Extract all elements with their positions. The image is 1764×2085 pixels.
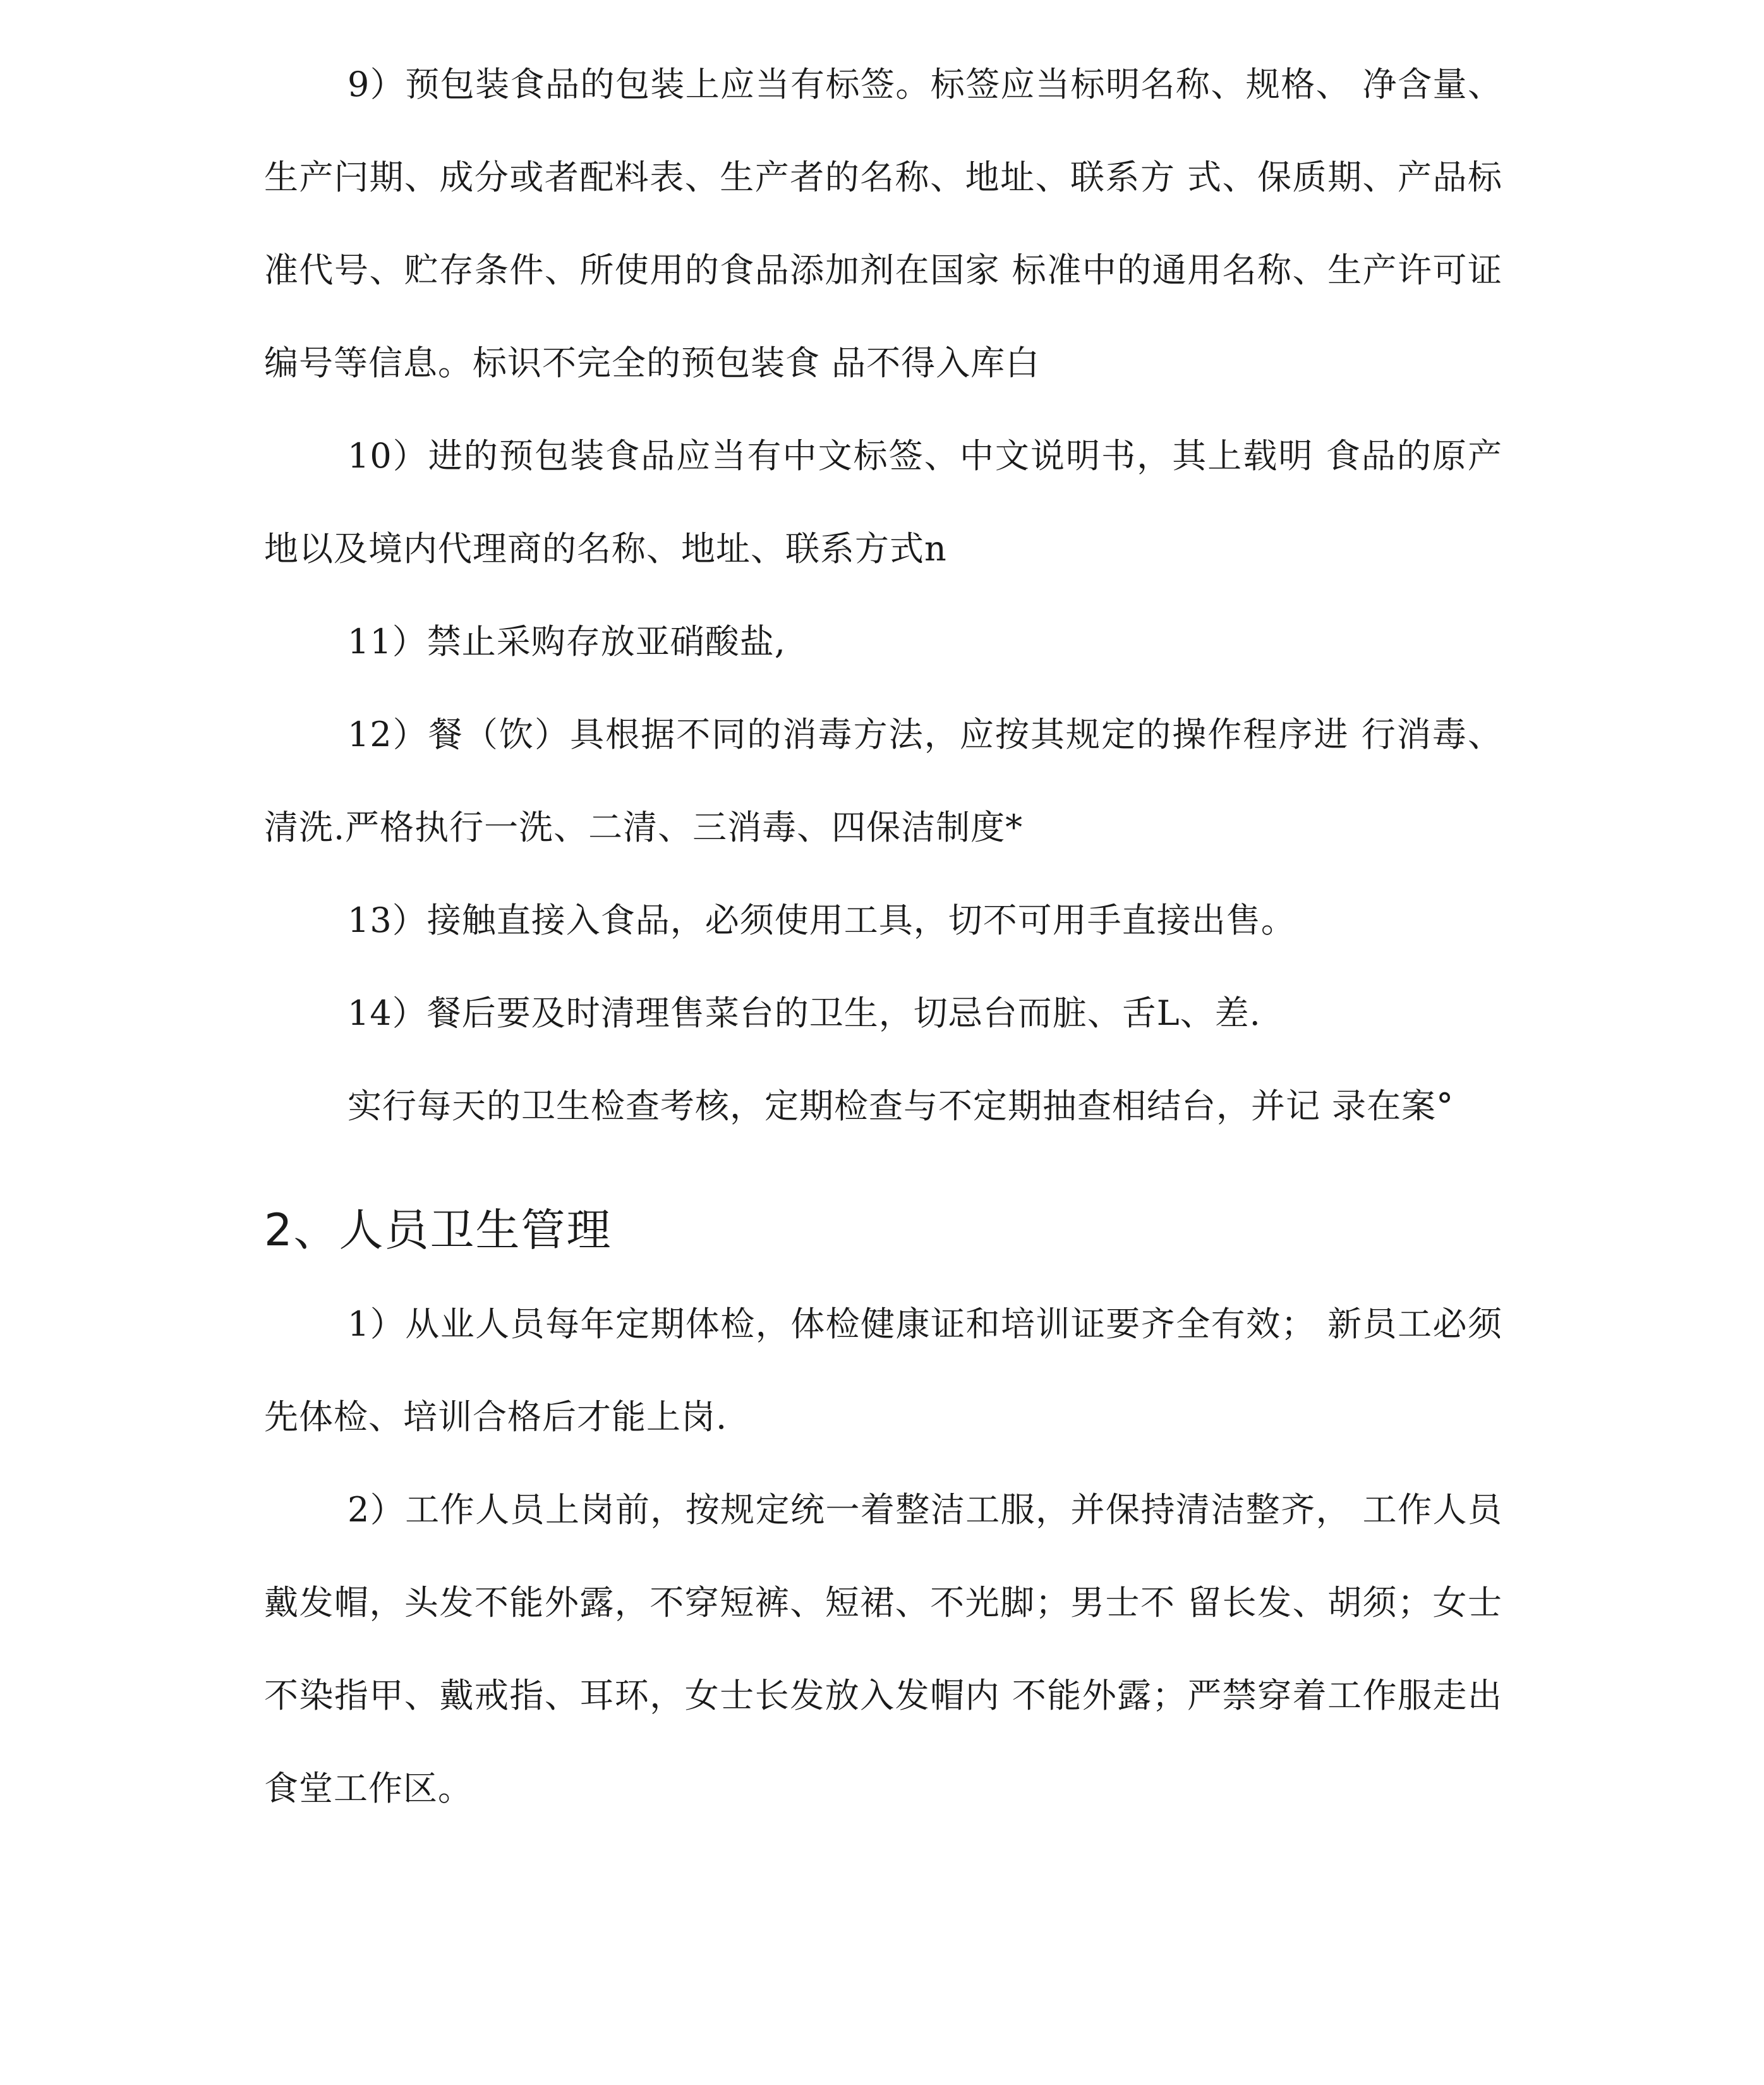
paragraph-12-tableware-disinfection: 12）餐（饮）具根据不同的消毒方法，应按其规定的操作程序进 行消毒、清洗.严格执行一洗、二清、三消毒、四保洁制度* bbox=[264, 715, 1502, 847]
section-spacer bbox=[264, 1152, 1502, 1183]
paragraph-1-health-check: 1）从业人员每年定期体检，体检健康证和培训证要齐全有效； 新员工必须先体检、培训合格后才能上岗. bbox=[264, 1304, 1502, 1437]
paragraph-daily-inspection: 实行每天的卫生检查考核，定期检查与不定期抽查相结台，并记 录在案° bbox=[347, 1086, 1454, 1126]
paragraph-2-uniform: 2）工作人员上岗前，按规定统一着整洁工服，并保持清洁整齐， 工作人员戴发帽，头发不能外露，不穿短裤、短裙、不光脚；男士不 留长发、胡须；女士不染指甲、戴戒指、耳环，女士长发放入发帽内 不能外露；严禁穿着工作服走出食堂工作区。 bbox=[264, 1490, 1502, 1808]
document-body bbox=[264, 38, 1502, 1835]
paragraph-14-cleanup: 14）餐后要及时清理售菜台的卫生，切忌台而脏、舌L、差. bbox=[347, 993, 1261, 1033]
paragraph-11-nitrite: 11）禁止采购存放亚硝酸盐, bbox=[347, 622, 786, 662]
paragraph-13-tools: 13）接触直接入食品，必须使用工具，切不可用手直接出售。 bbox=[347, 900, 1296, 940]
section-heading-personnel-hygiene: 2、人员卫生管理 bbox=[264, 1204, 612, 1256]
paragraph-10-imported-labels: 10）进的预包装食品应当有中文标签、中文说明书，其上载明 食品的原产地以及境内代理商的名称、地址、联系方式n bbox=[264, 436, 1502, 569]
paragraph-9-labels: 9）预包装食品的包装上应当有标签。标签应当标明名称、规格、 净含量、生产闩期、成分或者配料表、生产者的名称、地址、联系方 式、保质期、产品标准代号、贮存条件、所使用的食品添加剂在国家 标准中的通用名称、生产许可证编号等信息。标识不完全的预包装食 品不得入库白 bbox=[264, 64, 1502, 383]
